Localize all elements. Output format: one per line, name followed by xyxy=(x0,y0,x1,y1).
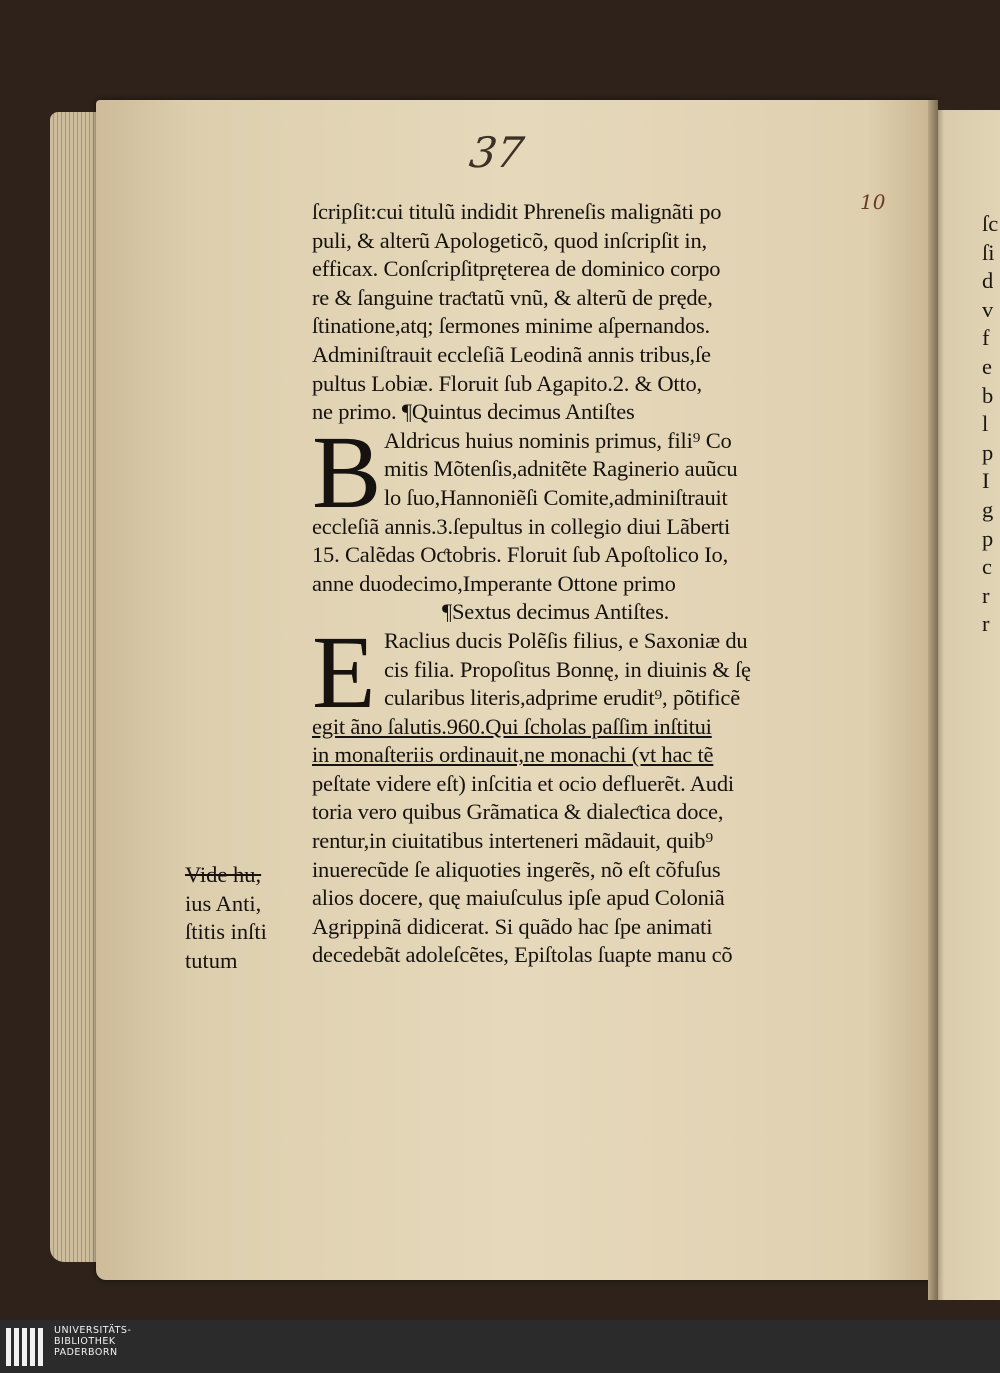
folio-number: 37 xyxy=(466,128,527,177)
gutter xyxy=(928,100,938,1300)
text-line: eccleſiã annis.3.ſepultus in collegio diui Lãberti xyxy=(312,513,730,539)
body-text xyxy=(312,198,902,970)
text-line: decedebãt adoleſcẽtes, Epiſtolas ſuapte manu cõ xyxy=(312,942,733,968)
text-line: re & ſanguine traƈtatũ vnũ, & alterũ de pręde, xyxy=(312,284,713,310)
logo-bars-icon xyxy=(6,1328,46,1366)
facing-page-line: r xyxy=(982,611,990,637)
margin-note-line: Vide hu, xyxy=(185,862,262,887)
text-line: efficax. Conſcripſitpręterea de dominico corpo xyxy=(312,256,721,282)
facing-page-line: l xyxy=(982,411,989,437)
text-line: ſtinatione,atq; ſermones minime aſpernandos. xyxy=(312,313,710,339)
facing-page-line: p xyxy=(982,439,994,465)
library-logo xyxy=(0,1320,1000,1373)
facing-page-line: g xyxy=(982,496,994,522)
facing-page xyxy=(932,110,1000,1300)
facing-page-line: I xyxy=(982,468,990,494)
text-line: egit ãno ſalutis.960.Qui ſcholas paſſim inſtitui xyxy=(312,713,712,739)
text-line: inuerecũde ſe aliquoties ingerẽs, nõ eſt cõfuſus xyxy=(312,856,721,882)
text-line: toria vero quibus Grãmatica & dialeƈtica doce, xyxy=(312,799,724,825)
text-line: in monaſteriis ordinauit,ne monachi (vt hac tẽ xyxy=(312,742,714,768)
margin-note-line: tutum xyxy=(185,947,238,973)
text-line: Aldricus huius nominis primus, fili⁹ Co xyxy=(384,427,732,453)
text-line: pultus Lobiæ. Floruit ſub Agapito.2. & Otto, xyxy=(312,370,702,396)
margin-note-line: ſtitis inſti xyxy=(185,919,267,945)
text-line: ſcripſit:cui titulũ indidit Phreneſis malignãti po xyxy=(312,199,722,224)
text-line: 15. Calẽdas Oƈtobris. Floruit ſub Apoſtolico Io, xyxy=(312,542,728,568)
text-line: peſtate videre eſt) inſcitia et ocio defluerẽt. Audi xyxy=(312,770,734,796)
paragraph-a xyxy=(312,198,902,427)
margin-note-line: ius Anti, xyxy=(185,890,262,916)
facing-page-line: p xyxy=(982,525,994,551)
text-line: rentur,in ciuitatibus interteneri mãdauit, quib⁹ xyxy=(312,828,713,854)
facing-page-line: b xyxy=(982,382,994,408)
heading-sextus: ¶Sextus decimus Antiſtes. xyxy=(442,599,670,625)
text-line: Raclius ducis Polẽſis filius, e Saxoniæ du xyxy=(384,627,748,653)
margin-note xyxy=(185,861,267,975)
paragraph-c xyxy=(312,513,902,599)
text-line: alios docere, quę maiuſculus ipſe apud Coloniã xyxy=(312,885,725,911)
facing-page-line: c xyxy=(982,554,992,580)
facing-page-line: f xyxy=(982,325,990,351)
facing-page-line: ſi xyxy=(982,239,995,265)
paragraph-f xyxy=(312,713,902,970)
text-line: anne duodecimo,Imperante Ottone primo xyxy=(312,570,676,596)
facing-page-line: e xyxy=(982,353,992,379)
text-line: ne primo. ¶Quintus decimus Antiſtes xyxy=(312,399,635,425)
drop-cap-e: E xyxy=(312,614,376,730)
logo-text: UNIVERSITÄTS- BIBLIOTHEK PADERBORN xyxy=(54,1325,132,1358)
facing-page-line: ſc xyxy=(982,211,999,236)
drop-cap-b: B xyxy=(312,414,382,530)
handwritten-note-number: 10 xyxy=(860,190,886,214)
facing-page-line: r xyxy=(982,582,990,608)
text-line: puli, & alterũ Apologeticõ, quod inſcripſit in, xyxy=(312,227,707,253)
text-line: mitis Mõtenſis,adnitẽte Raginerio auũcu xyxy=(384,456,738,482)
text-line: cis filia. Propoſitus Bonnę, in diuinis & ſę xyxy=(384,656,751,682)
facing-page-line: d xyxy=(982,268,994,294)
text-line: lo ſuo,Hannoniẽſi Comite,adminiſtrauit xyxy=(384,484,728,510)
text-line: cularibus literis,adprime erudit⁹, põtificẽ xyxy=(384,685,741,711)
facing-page-text xyxy=(982,210,998,639)
text-line: Agrippinã didicerat. Si quãdo hac ſpe animati xyxy=(312,913,713,939)
text-line: Adminiſtrauit eccleſiã Leodinã annis tribus,ſe xyxy=(312,341,711,367)
facing-page-line: v xyxy=(982,296,994,322)
